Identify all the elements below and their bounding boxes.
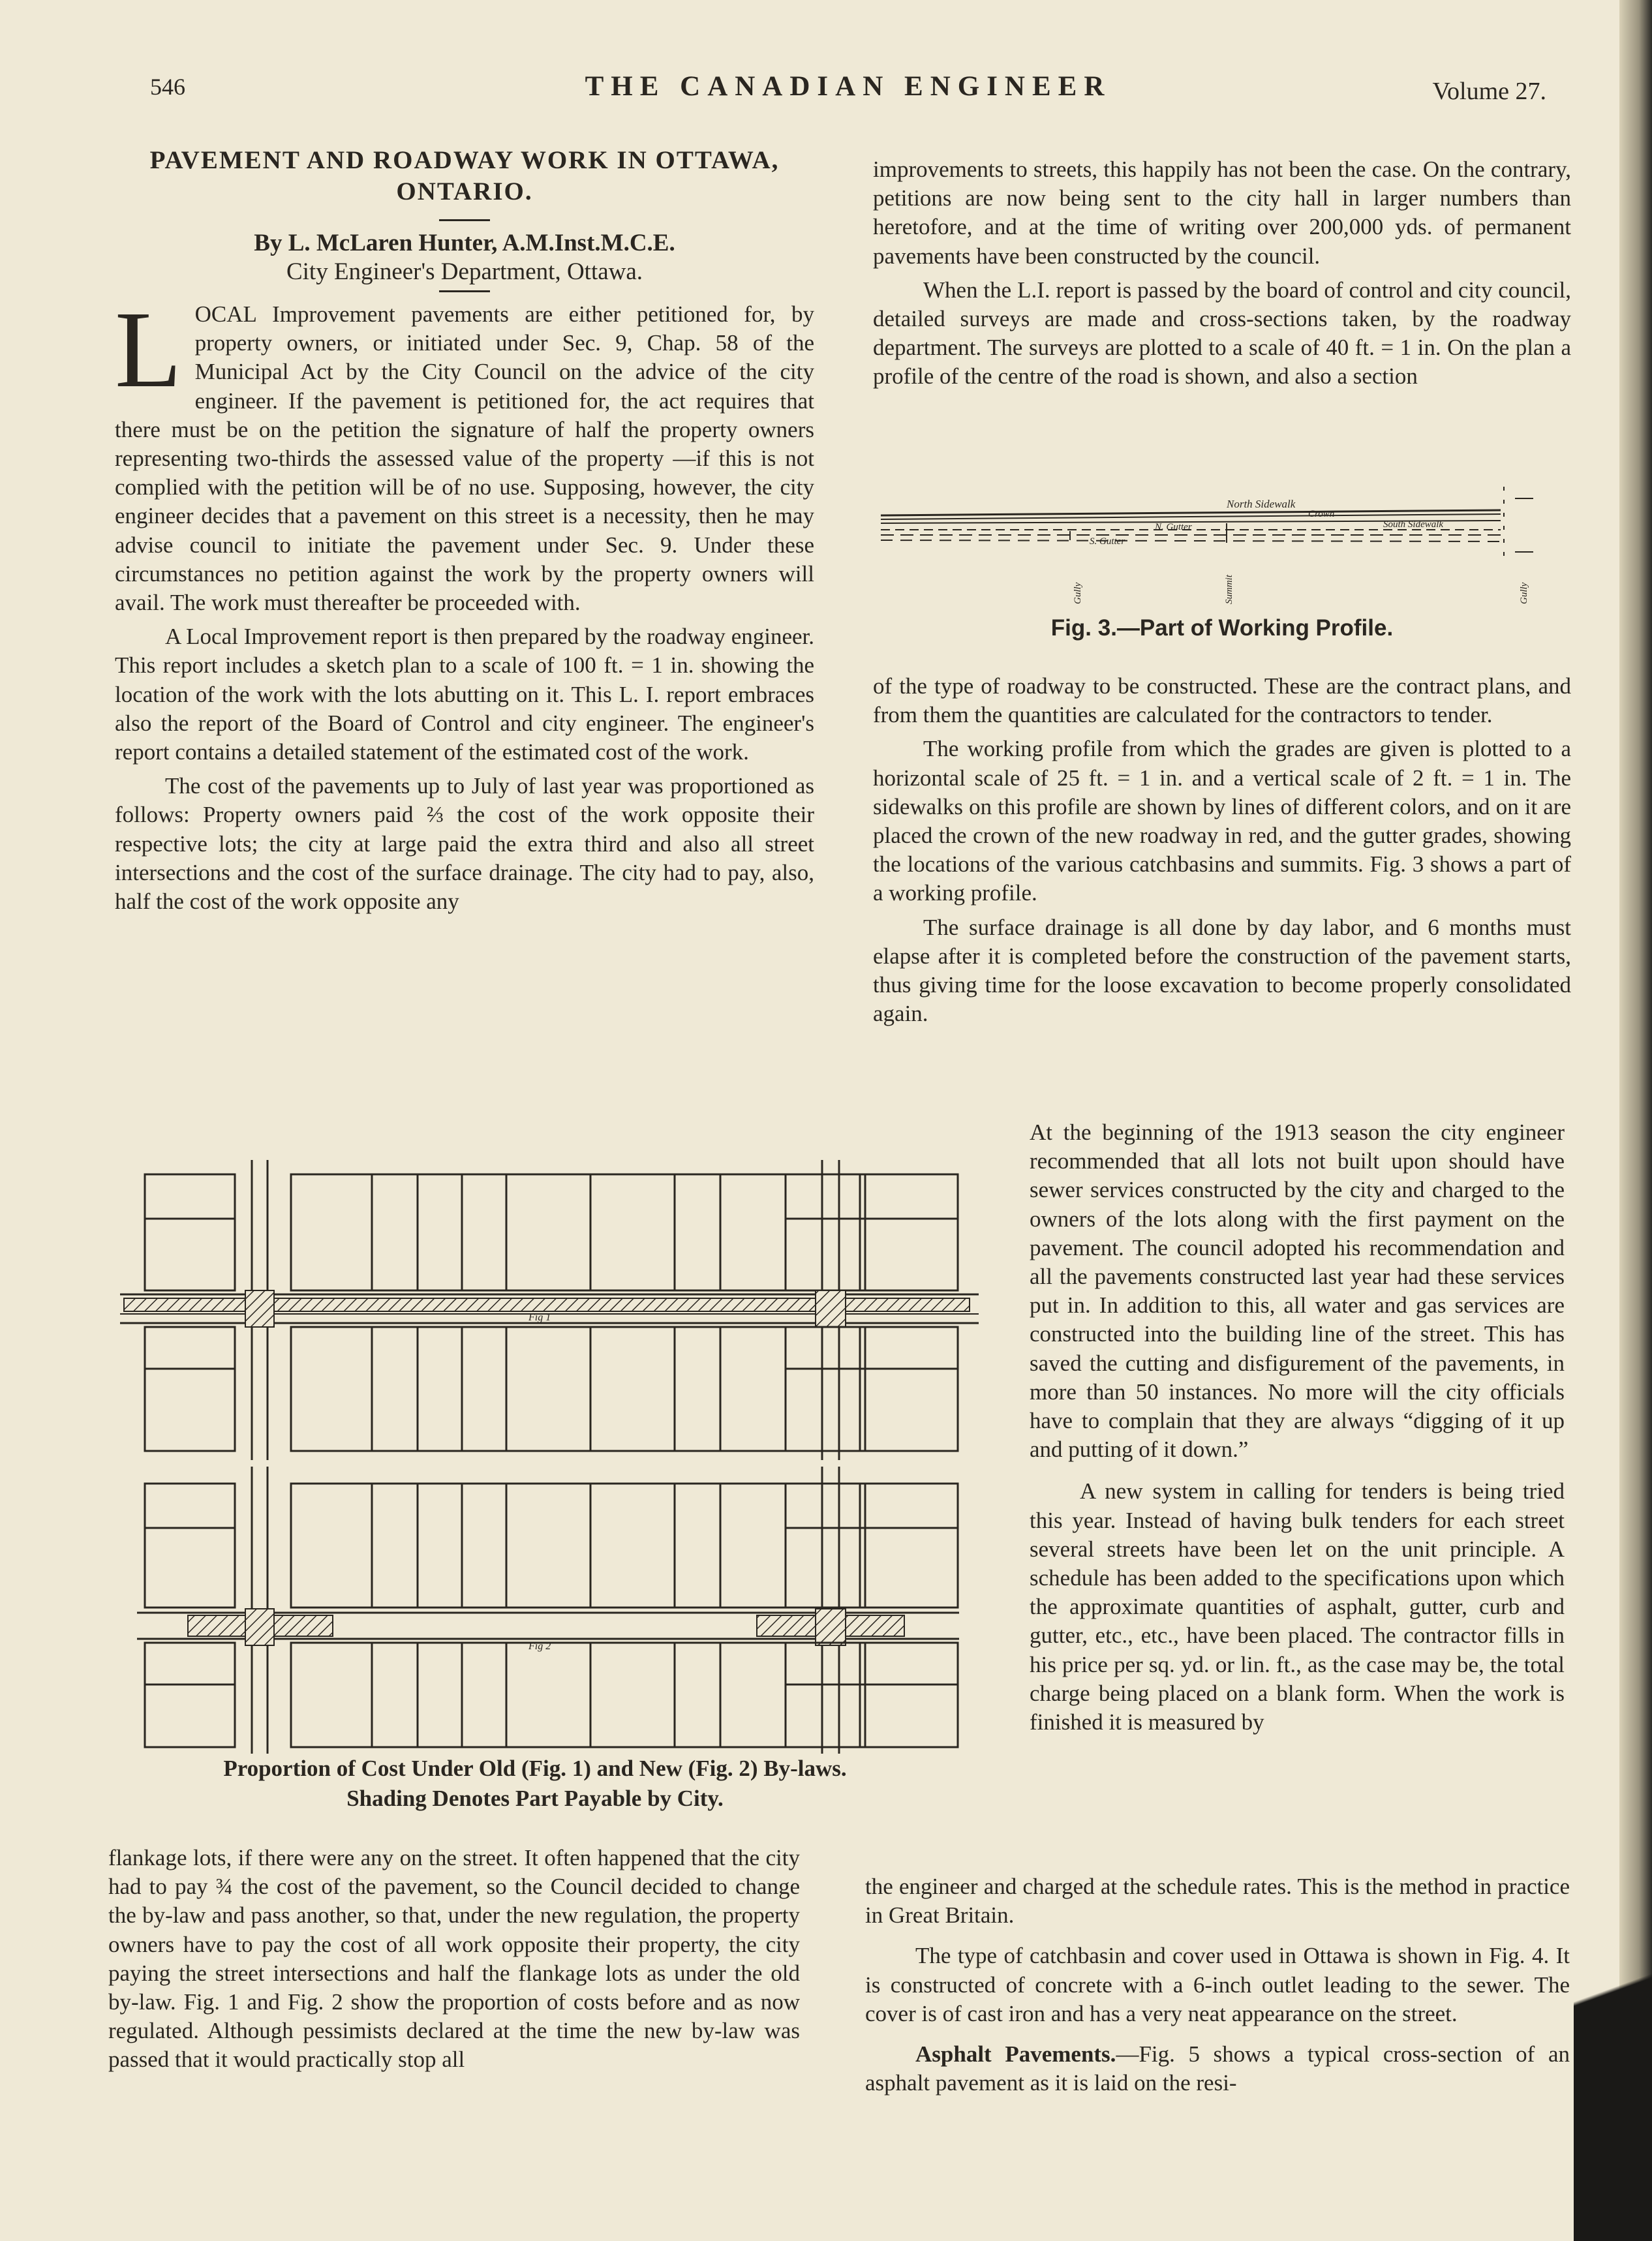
paragraph: The type of catchbasin and cover used in Ottawa is shown in Fig. 4. It is constructed of concrete with a 6-inch outlet leading to the sewer. The cover is of cast iron and has a very neat appearance on the street. — [865, 1943, 1570, 2026]
north-sidewalk-label: North Sidewalk — [1227, 498, 1296, 510]
fig1-label: Fig 1 — [528, 1312, 551, 1323]
page-number: 546 — [150, 74, 185, 100]
author: By L. McLaren Hunter, A.M.Inst.M.C.E. — [254, 230, 675, 256]
right-column-top — [873, 155, 1571, 391]
affiliation: City Engineer's Department, Ottawa. — [286, 258, 643, 285]
running-header — [150, 73, 1546, 112]
byline — [115, 229, 814, 286]
figure-1-2-diagram — [111, 1134, 985, 1754]
paragraph: When the L.I. report is passed by the board of control and city council, detailed surveys are made and cross-sections taken, by the roadway department. The surveys are plotted to a scale of 40 ft. = 1 in. On the plan a profile of the centre of the road is shown, and also a section — [873, 277, 1571, 389]
volume-number: Volume 27. — [1432, 78, 1546, 105]
gully-right-label: Gully — [1519, 582, 1529, 604]
figure-3-caption: Fig. 3.—Part of Working Profile. — [1050, 615, 1394, 641]
figure-1-2-caption: Proportion of Cost Under Old (Fig. 1) and New (Fig. 2) By-laws. Shading Denotes Part Payable by City. — [223, 1756, 847, 1811]
paragraph: LOCAL Improvement pavements are either petitioned for, by property owners, or initiated under Sec. 9, Chap. 58 of the Municipal Act by the City Council on the advice of the city engineer. If the pavement is petitioned for, the act requires that there must be on the petition the signature of half the property owners representing two-thirds the assessed value of the property —if this is not complied with the petition will be of no use. Supposing, however, the city engineer decides that a pavement on this street is a necessity, then he may advise council to initiate the pavement under Sec. 9. Under these circumstances no petition against the work by the property owners will avail. The work must thereafter be proceeded with. — [115, 289, 814, 616]
section-heading: Asphalt Pavements. — [915, 2041, 1116, 2067]
article-title: PAVEMENT AND ROADWAY WORK IN OTTAWA, ONTARIO. — [149, 146, 780, 206]
paragraph: Asphalt Pavements.—Fig. 5 shows a typical cross-section of an asphalt pavement as it is laid on the resi- — [865, 2041, 1570, 2096]
crown-label: Crown — [1308, 509, 1335, 519]
drop-cap: L — [115, 289, 182, 410]
paragraph: of the type of roadway to be constructed. These are the contract plans, and from them the quantities are calculated for the contractors to tender. — [873, 673, 1571, 728]
left-column-bottom — [108, 1844, 800, 2075]
paragraph: A Local Improvement report is then prepared by the roadway engineer. This report includes a sketch plan to a scale of 100 ft. = 1 in. showing the location of the work with the lots abutting on it. This L. I. report embraces also the report of the Board of Control and city engineer. The engineer's report contains a detailed statement of the estimated cost of the work. — [115, 624, 814, 765]
n-gutter-label: N. Gutter — [1155, 522, 1192, 532]
title-rule — [439, 219, 490, 221]
south-sidewalk-label: South Sidewalk — [1383, 519, 1444, 530]
left-column-top — [115, 145, 814, 916]
right-column-mid — [873, 672, 1571, 1028]
figure-3-profile — [874, 480, 1566, 611]
paragraph: flankage lots, if there were any on the street. It often happened that the city had to pay ¾ the cost of the pavement, so the Council decided to change the by-law and pass another, so that, under the new regulation, the property owners have to pay the cost of all work opposite their property, the city paying the street intersections and half the flankage lots as under the old by-law. Fig. 1 and Fig. 2 show the proportion of costs before and as now regulated. Although pessimists declared at the time the new by-law was passed that it would practically stop all — [108, 1845, 800, 2073]
paragraph: The surface drainage is all done by day labor, and 6 months must elapse after it is completed before the construction of the pavement starts, thus giving time for the loose excavation to become properly consolidated again. — [873, 914, 1571, 1027]
right-column-wrap — [1030, 1118, 1565, 1737]
right-column-bottom — [865, 1872, 1570, 2097]
paragraph: The working profile from which the grades are given is plotted to a horizontal scale of 25 ft. = 1 in. and a vertical scale of 2 ft. = 1 in. The sidewalks on this profile are shown by lines of different colors, and on it are placed the crown of the new roadway in red, and the gutter grades, showing the locations of the various catchbasins and summits. Fig. 3 shows a part of a working profile. — [873, 736, 1571, 906]
paragraph: The cost of the pavements up to July of last year was proportioned as follows: Property owners paid ⅔ the cost of the work opposite their respective lots; the city at large paid the extra third and also all street intersections and the cost of the surface drainage. The city had to pay, also, half the cost of the work opposite any — [115, 773, 814, 915]
fig2-label: Fig 2 — [528, 1641, 551, 1652]
s-gutter-label: S. Gutter — [1090, 536, 1125, 547]
journal-title: THE CANADIAN ENGINEER — [585, 71, 1112, 102]
paragraph: the engineer and charged at the schedule rates. This is the method in practice in Great Britain. — [865, 1874, 1570, 1928]
byline-rule — [439, 290, 490, 292]
summit-label: Summit — [1224, 575, 1234, 604]
paragraph: At the beginning of the 1913 season the city engineer recommended that all lots not built upon should have sewer services constructed by the city and charged to the owners of the lots along with the first payment on the pavement. The council adopted his recommendation and all the pavements constructed last year had these services put in. In addition to this, all water and gas services are constructed into the building line of the street. This has saved the cutting and disfigurement of the pavements, in more than 50 instances. No more will the city officials have to complain that they are always “digging of it up and putting of it down.” — [1030, 1120, 1565, 1463]
paragraph: A new system in calling for tenders is being tried this year. Instead of having bulk tenders for each street several streets have been let on the unit principle. A schedule has been added to the specifications upon which the approximate quantities of asphalt, gutter, curb and gutter, etc., etc., have been placed. The contractor fills in his price per sq. yd. or lin. ft., as the case may be, the total charge being placed on a blank form. When the work is finished it is measured by — [1030, 1478, 1565, 1735]
gully-left-label: Gully — [1073, 582, 1083, 604]
page-corner-shadow — [1574, 1823, 1652, 2241]
paragraph: improvements to streets, this happily has not been the case. On the contrary, petitions are now being sent to the city hall in larger numbers than heretofore, and at the time of writing over 200,000 yds. of permanent pavements have been constructed by the council. — [873, 157, 1571, 269]
